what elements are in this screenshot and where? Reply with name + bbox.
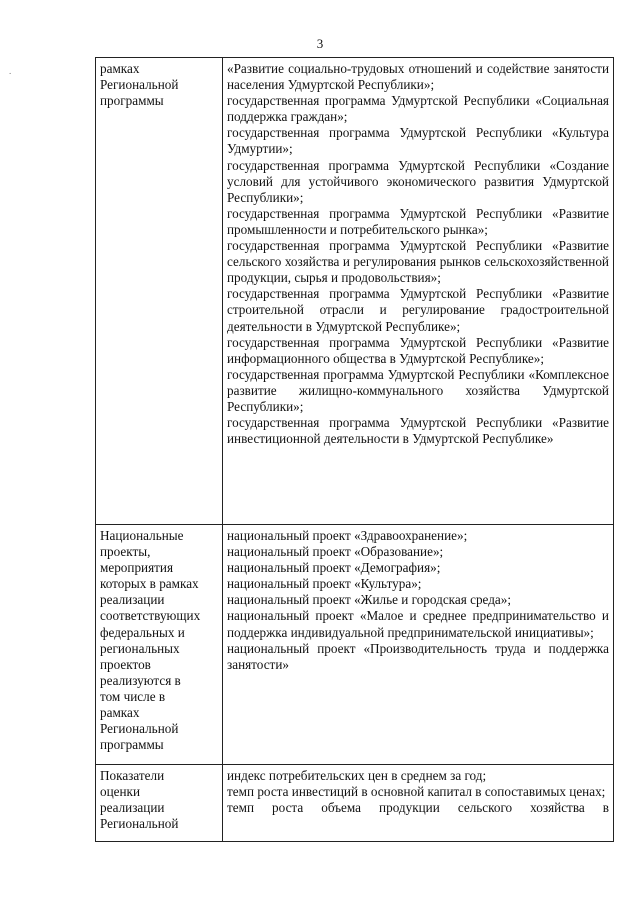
row-label-line: Региональной [100,77,179,93]
program-entry: государственная программа Удмуртской Республики «Культура Удмуртии»; [227,125,609,157]
program-entry: государственная программа Удмуртской Республики «Развитие строительной отрасли и регулирование градостроительной деятельности в Удмуртской Республике»; [227,286,609,334]
row-label-line: проекты, [100,544,151,560]
row-label-line: соответствующих [100,608,201,624]
table-row [96,58,614,525]
row-content-cell [223,765,614,842]
row-label-cell [96,765,223,842]
program-entry: государственная программа Удмуртской Республики «Развитие информационного общества в Удмуртской Республике»; [227,334,609,366]
national-project-entry: национальный проект «Здравоохранение»; [227,528,468,543]
indicator-entry: темп роста инвестиций в основной капитал в сопоставимых ценах; [227,784,606,800]
national-project-entry: национальный проект «Культура»; [227,576,422,592]
program-entry: государственная программа Удмуртской Республики «Создание условий для устойчивого экономического развития Удмуртской Республики»; [227,157,609,205]
national-project-entry: национальный проект «Малое и среднее предпринимательство и поддержка индивидуальной предпринимательской инициативы»; [227,608,609,640]
national-project-entry: национальный проект «Производительность труда и поддержка занятости» [227,640,609,672]
programs-table [95,57,614,842]
table-row [96,525,614,765]
row-label-line: Национальные [100,528,184,543]
row-label-line: Региональной [100,721,179,737]
row-label-line: оценки [100,784,141,800]
row-label-line: рамках [100,705,140,721]
row-label-line: реализуются в [100,672,181,688]
program-entry: «Развитие социально-трудовых отношений и содействие занятости населения Удмуртской Республики»; [227,61,609,93]
program-entry: государственная программа Удмуртской Республики «Социальная поддержка граждан»; [227,93,609,125]
row-content-cell [223,525,614,765]
national-project-entry: национальный проект «Жилье и городская среда»; [227,592,512,608]
row-label-cell [96,58,223,525]
row-label-line: которых в рамках [100,576,199,592]
national-project-entry: национальный проект «Образование»; [227,544,444,560]
indicator-entry: темп роста объема продукции сельского хозяйства в [227,800,609,816]
row-label-line: проектов [100,656,151,672]
row-label-cell [96,525,223,765]
row-label-line: том числе в [100,688,166,704]
row-label-line: федеральных и [100,624,185,640]
row-label-line: Показатели [100,768,165,783]
program-entry: государственная программа Удмуртской Республики «Развитие инвестиционной деятельности в Удмуртской Республике» [227,415,609,447]
row-label-line: региональных [100,640,180,656]
program-entry: государственная программа Удмуртской Республики «Развитие сельского хозяйства и регулирования рынков сельскохозяйственной продукции, сырья и продовольствия»; [227,238,609,286]
row-label-line: программы [100,93,164,109]
row-label-line: Региональной [100,816,179,832]
row-label-line: реализации [100,592,165,608]
row-label-line: реализации [100,800,165,816]
row-content-cell [223,58,614,525]
row-label-line: рамках [100,61,140,76]
program-entry: государственная программа Удмуртской Республики «Развитие промышленности и потребительского рынка»; [227,205,609,237]
table-row [96,765,614,842]
page-number: 3 [316,36,324,51]
row-label-line: мероприятия [100,560,174,576]
row-label-line: программы [100,737,164,753]
program-entry: государственная программа Удмуртской Республики «Комплексное развитие жилищно-коммунального хозяйства Удмуртской Республики»; [227,366,609,414]
national-project-entry: национальный проект «Демография»; [227,560,441,576]
indicator-entry: индекс потребительских цен в среднем за год; [227,768,487,783]
margin-mark: . [9,66,12,76]
